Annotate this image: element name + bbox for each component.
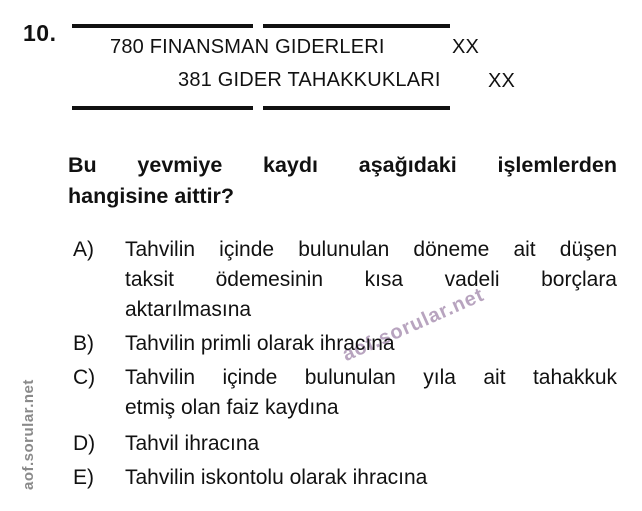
option-a-line: aktarılmasına	[125, 298, 252, 321]
journal-bottom-rule-right	[263, 106, 450, 110]
question-stem-line: hangisine aittir?	[68, 184, 235, 208]
credit-account-label: 381 GIDER TAHAKKUKLARI	[178, 69, 441, 91]
option-c-letter: C)	[73, 366, 96, 389]
option-a-letter: A)	[73, 238, 94, 261]
question-stem-line: Bu yevmiye kaydı aşağıdaki işlemlerden	[68, 153, 617, 177]
option-e	[73, 463, 617, 493]
options-list	[73, 235, 617, 493]
watermark-vertical: aof.sorular.net	[20, 379, 37, 490]
question-stem	[68, 150, 617, 212]
option-a-text	[125, 235, 617, 325]
option-b-text	[125, 329, 617, 359]
option-e-line: Tahvilin iskontolu olarak ihracına	[125, 466, 428, 489]
option-a-line: Tahvilin içinde bulunulan döneme ait düşen	[125, 238, 617, 261]
credit-amount: XX	[488, 70, 516, 92]
option-a-line: taksit ödemesinin kısa vadeli borçlara	[125, 268, 617, 291]
option-c-line: etmiş olan faiz kaydına	[125, 396, 339, 419]
journal-top-rule-right	[263, 24, 450, 28]
journal-top-rule-left	[72, 24, 253, 28]
option-a	[73, 235, 617, 325]
option-d-letter: D)	[73, 432, 96, 455]
option-c-text	[125, 363, 617, 423]
option-b	[73, 329, 617, 359]
option-c	[73, 363, 617, 423]
journal-bottom-rule-left	[72, 106, 253, 110]
watermark-diagonal: aof.sorular.net	[339, 283, 488, 366]
option-d	[73, 429, 617, 459]
option-c-line: Tahvilin içinde bulunulan yıla ait tahakkuk	[125, 366, 617, 389]
option-d-line: Tahvil ihracına	[125, 432, 260, 455]
debit-amount: XX	[452, 36, 480, 58]
debit-account-label: 780 FINANSMAN GIDERLERI	[110, 36, 385, 58]
option-d-text	[125, 429, 617, 459]
option-b-line: Tahvilin primli olarak ihracına	[125, 332, 395, 355]
option-b-letter: B)	[73, 332, 94, 355]
option-e-text	[125, 463, 617, 493]
option-e-letter: E)	[73, 466, 94, 489]
question-number: 10.	[23, 20, 57, 46]
